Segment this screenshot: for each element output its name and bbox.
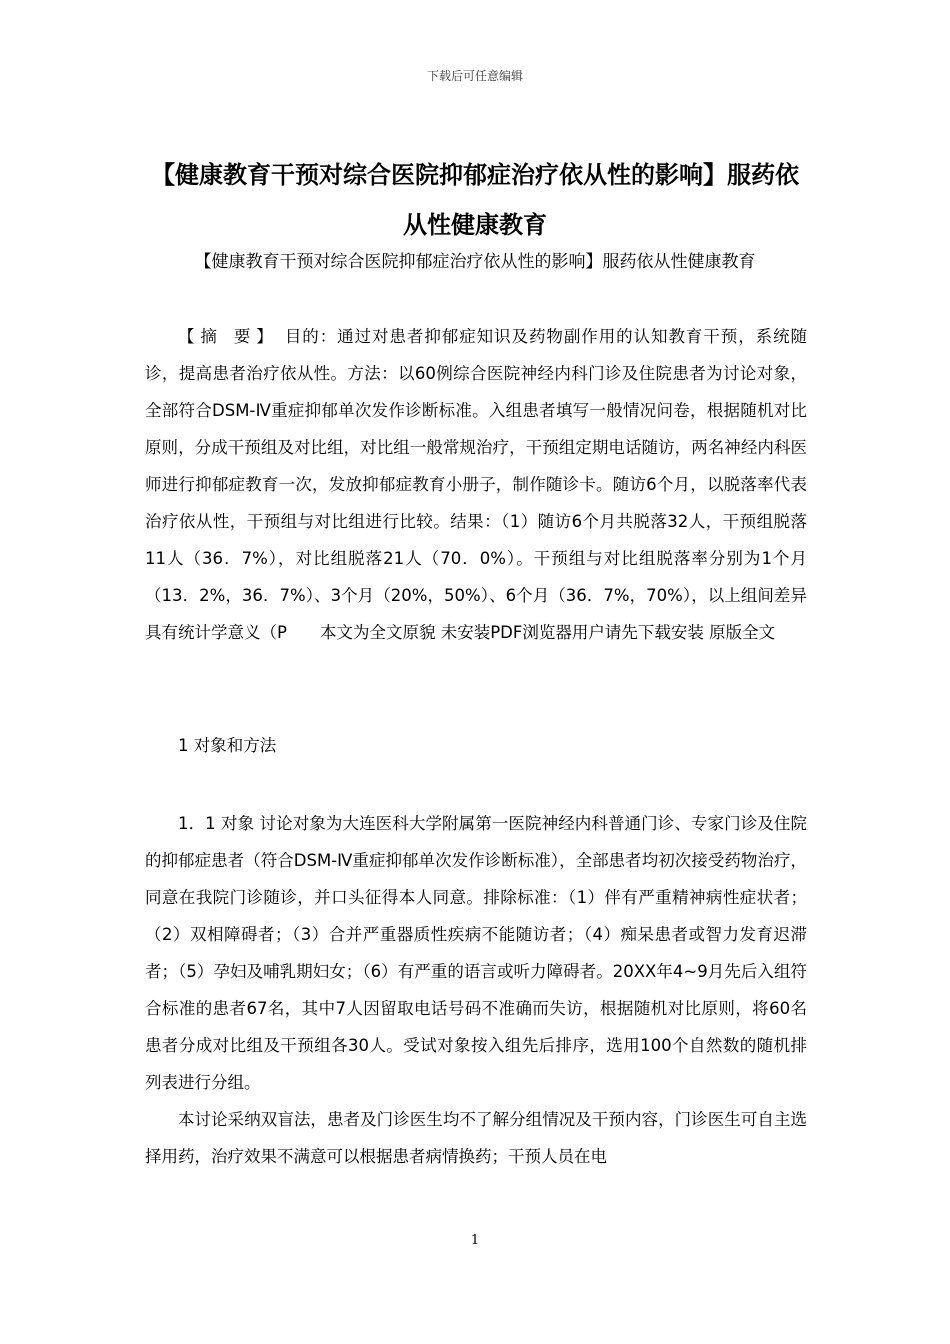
section-body — [145, 805, 807, 1175]
abstract-label: 【摘 要】 — [178, 327, 279, 346]
section-heading-block — [145, 727, 807, 764]
page-number: 1 — [470, 1233, 480, 1248]
abstract-paragraph — [145, 318, 807, 651]
section-1-1-paragraph: 1．1 对象 讨论对象为大连医科大学附属第一医院神经内科普通门诊、专家门诊及住院的抑郁症患者（符合DSM-Ⅳ重症抑郁单次发作诊断标准），全部患者均初次接受药物治疗，同意在我院门诊随诊，并口头征得本人同意。排除标准：（1）伴有严重精神病性症状者；（2）双相障碍者；（3）合并严重器质性疾病不能随访者；（4）痴呆患者或智力发育迟滞者；（5）孕妇及哺乳期妇女；（6）有严重的语言或听力障碍者。20XX年4~9月先后入组符合标准的患者67名，其中7人因留取电话号码不准确而失访，根据随机对比原则，将60名患者分成对比组及干预组各30人。受试对象按入组先后排序，选用100个自然数的随机排列表进行分组。 — [145, 814, 807, 1092]
abstract-text: 目的：通过对患者抑郁症知识及药物副作用的认知教育干预，系统随诊，提高患者治疗依从性。方法：以60例综合医院神经内科门诊及住院患者为讨论对象，全部符合DSM-Ⅳ重症抑郁单次发作诊断标准。入组患者填写一般情况问卷，根据随机对比原则，分成干预组及对比组，对比组一般常规治疗，干预组定期电话随访，两名神经内科医师进行抑郁症教育一次，发放抑郁症教育小册子，制作随诊卡。随访6个月，以脱落率代表治疗依从性，干预组与对比组进行比较。结果：（1）随访6个月共脱落32人，干预组脱落11人（36．7%），对比组脱落21人（70．0%）。干预组与对比组脱落率分别为1个月（13．2%，36．7%）、3个月（20%，50%）、6个月（36．7%，70%），以上组间差异具有统计学意义（P 本文为全文原貌 未安装PDF浏览器用户请先下载安装 原版全文 — [145, 327, 808, 642]
abstract-section — [145, 318, 807, 651]
paragraph-2: 本讨论采纳双盲法，患者及门诊医生均不了解分组情况及干预内容，门诊医生可自主选择用药，治疗效果不满意可以根据患者病情换药；干预人员在电 — [145, 1110, 807, 1166]
section-heading: 1 对象和方法 — [178, 736, 277, 755]
page-header: 下载后可任意编辑 — [426, 69, 523, 83]
document-title: 【健康教育干预对综合医院抑郁症治疗依从性的影响】服药依从性健康教育 — [151, 161, 799, 239]
document-subtitle: 【健康教育干预对综合医院抑郁症治疗依从性的影响】服药依从性健康教育 — [194, 252, 756, 272]
